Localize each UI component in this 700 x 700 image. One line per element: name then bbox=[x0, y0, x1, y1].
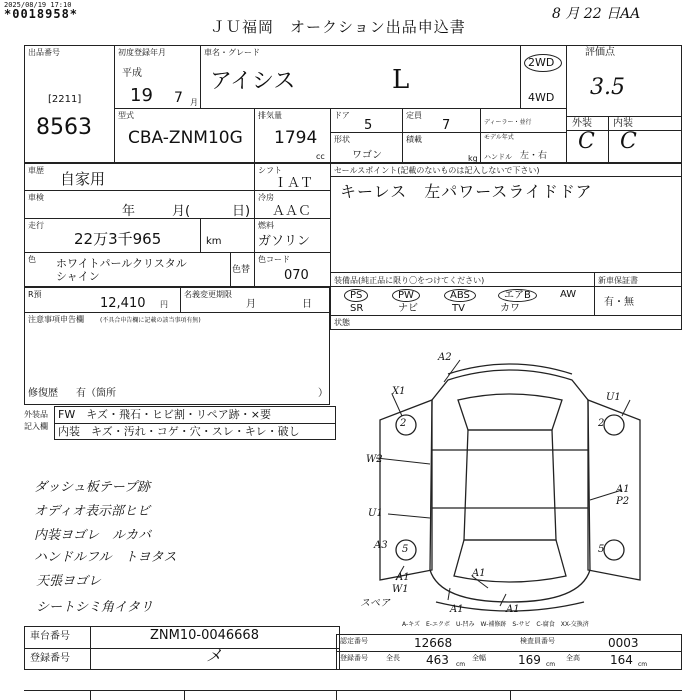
mileage-value: 22万3千965 bbox=[74, 230, 162, 248]
timestamp: 2025/08/19 17:10 bbox=[4, 1, 72, 9]
recycle-unit: 円 bbox=[160, 300, 168, 309]
shape-label: 形状 bbox=[334, 135, 350, 144]
mileage-label: 走行 bbox=[28, 221, 44, 230]
shape-value: ワゴン bbox=[352, 150, 382, 161]
name-change-label: 名義変更期限 bbox=[184, 290, 232, 299]
diagram-mark-9: A3 bbox=[374, 540, 388, 551]
warranty-value: 有・無 bbox=[604, 297, 634, 308]
weight-unit: kg bbox=[468, 154, 478, 163]
repair-close: ） bbox=[318, 388, 328, 399]
rear-window bbox=[454, 540, 566, 582]
first-reg-era: 平成 bbox=[122, 68, 142, 79]
int-score-label: 内装 bbox=[613, 118, 633, 129]
model-year-label: モデル年式 bbox=[484, 134, 514, 141]
notes-sub: (不具合申告欄に記載の該当事項有無) bbox=[100, 317, 201, 324]
diagram-mark-7: P2 bbox=[616, 496, 630, 507]
damage-legend: A-キズ E-エクボ U-凹み W-補修跡 S-サビ C-腐食 XX-交換済 bbox=[402, 621, 589, 628]
registration-label: 登録番号 bbox=[30, 653, 70, 664]
diagram-mark-2: U1 bbox=[606, 392, 621, 403]
equipment-item-1: PW bbox=[392, 289, 420, 302]
inspection-day: 日) bbox=[232, 204, 251, 219]
first-reg-label: 初度登録年月 bbox=[118, 48, 166, 57]
car-roof bbox=[464, 430, 556, 540]
score-label: 評価点 bbox=[585, 47, 615, 58]
doors-value: 5 bbox=[364, 118, 373, 133]
width-label: 全幅 bbox=[472, 654, 486, 662]
length-value: 463 bbox=[426, 653, 449, 667]
length-unit: cm bbox=[456, 661, 466, 668]
handwritten-note-1: オディオ表示部ヒビ bbox=[34, 504, 150, 519]
equipment-item-0: PS bbox=[344, 289, 368, 302]
width-value: 169 bbox=[518, 653, 541, 667]
diagram-mark-10: 5 bbox=[402, 544, 409, 555]
displacement-label: 排気量 bbox=[258, 111, 282, 120]
recycle-value: 12,410 bbox=[100, 296, 146, 311]
wheel-rr bbox=[604, 540, 624, 560]
seats-label: 定員 bbox=[406, 111, 422, 120]
dealer-label: ディーラー・並行 bbox=[484, 119, 532, 126]
handwritten-note-4: 天張ヨゴレ bbox=[36, 574, 102, 589]
equipment-item-row2-0: SR bbox=[350, 303, 364, 314]
diagram-mark-1: X1 bbox=[392, 386, 406, 397]
name-change-month: 月 bbox=[246, 299, 256, 310]
fuel-value: ガソリン bbox=[258, 234, 311, 249]
interior-row: 内装 キズ・汚れ・コゲ・穴・スレ・キレ・破し bbox=[58, 425, 300, 438]
drive-2wd: 2WD bbox=[528, 56, 555, 69]
model-label: 型式 bbox=[118, 111, 134, 120]
equipment-item-row2-1: ナビ bbox=[398, 303, 418, 314]
auth-label-2: 検査員番号 bbox=[520, 637, 555, 645]
inspection-month: 月( bbox=[172, 204, 191, 219]
diagram-mark-17: スペア bbox=[360, 598, 390, 609]
right-side-panel bbox=[588, 400, 640, 580]
color-value-2: シャイン bbox=[56, 270, 100, 283]
inspection-year: 年 bbox=[122, 204, 136, 219]
registration-value: メ bbox=[206, 646, 223, 665]
diagram-mark-16: W1 bbox=[392, 584, 409, 595]
color-value-1: ホワイトパールクリスタル bbox=[56, 257, 187, 270]
handwritten-note-5: シートシミ角イタリ bbox=[36, 600, 154, 615]
repair-history: 修復歴 bbox=[28, 388, 58, 399]
diagram-mark-13: A1 bbox=[450, 604, 464, 615]
displacement-value: 1794 bbox=[274, 128, 318, 148]
auth-value-1: 12668 bbox=[414, 636, 453, 650]
serial-number: *0018958* bbox=[4, 7, 79, 21]
equipment-item-3: エアB bbox=[498, 289, 537, 302]
exterior-row: FW キズ・飛石・ヒビ割・リペア跡・×要 bbox=[58, 408, 271, 421]
recycle-label: R預 bbox=[28, 290, 42, 299]
height-value: 164 bbox=[610, 653, 633, 667]
name-change-day: 日 bbox=[302, 299, 312, 310]
ext-score-label: 外装 bbox=[572, 118, 592, 129]
equipment-label: 装備品(純正品に限り〇をつけてください) bbox=[334, 276, 485, 285]
doors-label: ドア bbox=[334, 111, 350, 120]
length-label: 全長 bbox=[386, 654, 400, 662]
chassis-label: 車台番号 bbox=[30, 631, 70, 642]
ac-label: 冷房 bbox=[258, 193, 274, 202]
windshield bbox=[458, 394, 562, 430]
usage-value: 自家用 bbox=[60, 170, 106, 188]
condition-label: 状態 bbox=[334, 318, 350, 327]
drive-4wd: 4WD bbox=[528, 91, 555, 104]
lot-code: [2211] bbox=[48, 94, 82, 105]
vehicle-name: アイシス bbox=[210, 69, 296, 94]
reg-number-label: 登録番号 bbox=[340, 654, 368, 662]
shift-value: ＩＡＴ bbox=[274, 176, 314, 191]
inspection-label: 車検 bbox=[28, 193, 44, 202]
form-title: ＪＵ福岡 オークション出品申込書 bbox=[210, 18, 466, 36]
equipment-item-row2-2: TV bbox=[452, 303, 465, 314]
fuel-label: 燃料 bbox=[258, 221, 274, 230]
handle-label: ハンドル bbox=[484, 153, 512, 161]
handwritten-note-0: ダッシュ板テープ跡 bbox=[34, 480, 151, 495]
diagram-mark-12: A1 bbox=[472, 568, 486, 579]
equipment-item-4: AW bbox=[560, 289, 577, 300]
warranty-label: 新車保証書 bbox=[598, 276, 638, 285]
auth-label-1: 認定番号 bbox=[340, 637, 368, 645]
color-code-label: 色コード bbox=[258, 255, 290, 264]
equipment-item-2: ABS bbox=[444, 289, 476, 302]
height-label: 全高 bbox=[566, 654, 580, 662]
diagram-mark-15: A1 bbox=[396, 572, 410, 583]
diagram-mark-8: U1 bbox=[368, 508, 383, 519]
diagram-mark-6: A1 bbox=[616, 484, 630, 495]
int-score: C bbox=[620, 129, 637, 154]
height-unit: cm bbox=[638, 661, 648, 668]
weight-label: 積載 bbox=[406, 135, 422, 144]
handle-value: 左・右 bbox=[520, 151, 548, 161]
diagram-mark-5: W2 bbox=[366, 454, 383, 465]
handwritten-note-2: 内装ヨゴレ ルカバ bbox=[34, 528, 152, 543]
first-reg-month: 7 bbox=[174, 90, 183, 106]
diagram-mark-3: 2 bbox=[400, 418, 407, 429]
width-unit: cm bbox=[546, 661, 556, 668]
shift-label: シフト bbox=[258, 166, 282, 175]
color-label: 色 bbox=[28, 255, 36, 264]
chassis-value: ZNM10-0046668 bbox=[150, 628, 259, 643]
repair-value: 有（箇所 bbox=[76, 388, 116, 399]
diagram-mark-0: A2 bbox=[438, 352, 452, 363]
external-label: 外装品 bbox=[24, 410, 48, 419]
diagram-mark-11: 5 bbox=[598, 544, 605, 555]
first-reg-month-unit: 月 bbox=[190, 98, 198, 107]
vehicle-label: 車名・グレード bbox=[204, 48, 260, 57]
notes-label: 注意事項申告欄 bbox=[28, 315, 84, 324]
lot-label: 出品番号 bbox=[28, 48, 60, 57]
diagram-mark-4: 2 bbox=[598, 418, 605, 429]
sales-point-text: キーレス 左パワースライドドア bbox=[340, 182, 593, 201]
usage-label: 車歴 bbox=[28, 166, 44, 175]
front-bumper bbox=[448, 364, 572, 374]
form-date: 8 月 22 日AA bbox=[552, 6, 641, 22]
color-code: 070 bbox=[284, 268, 309, 283]
color-change-label: 色替 bbox=[232, 265, 251, 275]
sales-point-label: セールスポイント(記載のないものは記入しないで下さい) bbox=[334, 166, 540, 175]
notes-section bbox=[24, 287, 330, 405]
car-body-outline bbox=[430, 370, 590, 602]
vehicle-grade: L bbox=[392, 65, 410, 95]
seats-value: 7 bbox=[442, 118, 451, 133]
model-value: CBA-ZNM10G bbox=[128, 128, 243, 148]
equipment-item-row2-3: カワ bbox=[500, 303, 520, 314]
entry-label: 記入欄 bbox=[24, 422, 48, 431]
score-value: 3.5 bbox=[590, 75, 625, 100]
auth-value-2: 0003 bbox=[608, 636, 639, 650]
handwritten-note-3: ハンドルフル トヨタス bbox=[34, 550, 177, 565]
diagram-mark-14: A1 bbox=[506, 604, 520, 615]
lot-number: 8563 bbox=[36, 115, 92, 140]
wheel-fr bbox=[604, 415, 624, 435]
displacement-unit: cc bbox=[316, 152, 325, 161]
condition-row bbox=[330, 316, 682, 330]
ext-score: C bbox=[578, 129, 595, 154]
first-reg-year: 19 bbox=[130, 85, 153, 106]
ac-value: ＡＡＣ bbox=[272, 204, 312, 219]
mileage-unit: km bbox=[206, 236, 222, 247]
